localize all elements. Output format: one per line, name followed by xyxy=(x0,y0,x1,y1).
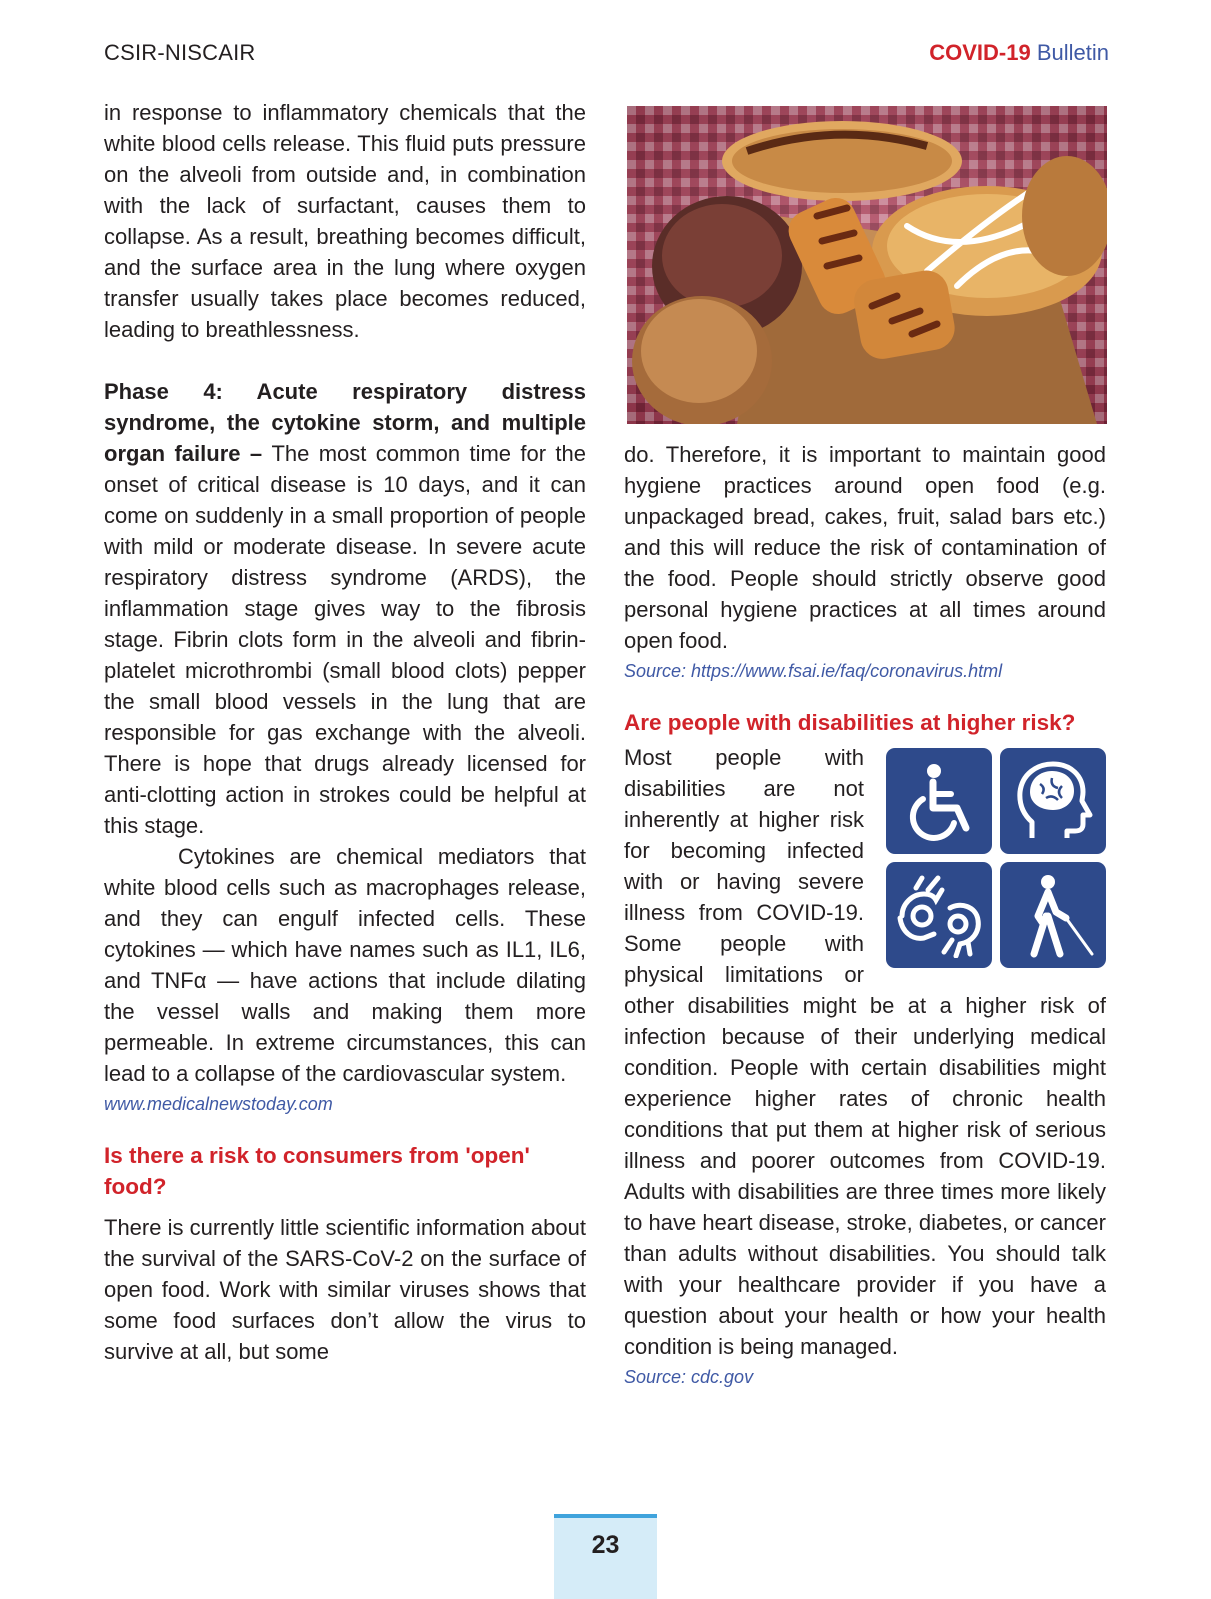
right-column xyxy=(624,439,1106,1393)
disabilities-heading: Are people with disabilities at higher risk? xyxy=(624,710,1076,735)
paragraph-cytokines: Cytokines are chemical mediators that white blood cells such as macrophages release, and they can engulf infected cells. These cytokines — which have names such as IL1, IL6, and TNFα — have actions that include dilating the vessel walls and making them more permeable. In extreme circumstances, this can lead to a collapse of the cardiovascular system. xyxy=(104,844,586,1086)
phase4-title: Phase 4: Acute respiratory distress syndrome, the cytokine storm, and multiple organ failure – xyxy=(104,379,586,466)
left-column xyxy=(104,97,586,1367)
disability-icons xyxy=(886,748,1106,968)
wheelchair-icon xyxy=(886,748,992,854)
open-food-heading: Is there a risk to consumers from 'open' food? xyxy=(104,1143,530,1199)
pastries-photo xyxy=(627,106,1107,424)
paragraph-open-food-continued: do. Therefore, it is important to maintain good hygiene practices around open food (e.g. unpackaged bread, cakes, fruit, salad bars etc.) and this will reduce the risk of contamination of the food. People should strictly observe good personal hygiene practices at all times around open food. xyxy=(624,442,1106,653)
bulletin-title-plain: Bulletin xyxy=(1030,40,1109,65)
paragraph-fluid: in response to inflammatory chemicals that the white blood cells release. This fluid puts pressure on the alveoli from outside and, in combination with the lack of surfactant, causes them to collapse. As a result, breathing becomes difficult, and the surface area in the lung where oxygen transfer usually takes place becomes reduced, leading to breathlessness. xyxy=(104,100,586,342)
page-number: 23 xyxy=(554,1514,657,1599)
source-fsai: Source: https://www.fsai.ie/faq/coronavirus.html xyxy=(624,661,1003,681)
paragraph-open-food: There is currently little scientific information about the survival of the SARS-CoV-2 on the surface of open food. Work with similar viruses shows that some food surfaces don’t allow the virus to survive at all, but some xyxy=(104,1215,586,1364)
blind-cane-icon xyxy=(1000,862,1106,968)
sign-language-icon xyxy=(886,862,992,968)
paragraph-phase4 xyxy=(104,376,586,841)
paragraph-disabilities: Most people with disabilities are not inherently at higher risk for becoming infected with or having severe illness from COVID-19. Some people with physical limitations or other disabilities might be at a higher risk of infection because of their underlying medical condition. People with certain disabilities might experience higher rates of chronic health conditions that put them at higher risk of serious illness and poorer outcomes from COVID-19. Adults with disabilities are three times more likely to have heart disease, stroke, diabetes, or cancer than adults without disabilities. You should talk with your healthcare provider if you have a question about your health or how your health condition is being managed. xyxy=(624,745,1106,1359)
bulletin-title-bold: COVID-19 xyxy=(929,40,1031,65)
source-cdc: Source: cdc.gov xyxy=(624,1367,754,1387)
bulletin-title xyxy=(929,40,1109,66)
source-medicalnewstoday: www.medicalnewstoday.com xyxy=(104,1094,333,1114)
phase4-body: The most common time for the onset of critical disease is 10 days, and it can come on suddenly in a small proportion of people with mild or moderate disease. In severe acute respiratory distress syndrome (ARDS), the inflammation stage gives way to the fibrosis stage. Fibrin clots form in the alveoli and fibrin-platelet microthrombi (small blood clots) pepper the small blood vessels in the lung that are responsible for gas exchange with the alveoli. There is hope that drugs already licensed for anti-clotting action in strokes could be helpful at this stage. xyxy=(104,441,586,838)
brain-head-icon xyxy=(1000,748,1106,854)
publisher-name: CSIR-NISCAIR xyxy=(104,40,256,65)
